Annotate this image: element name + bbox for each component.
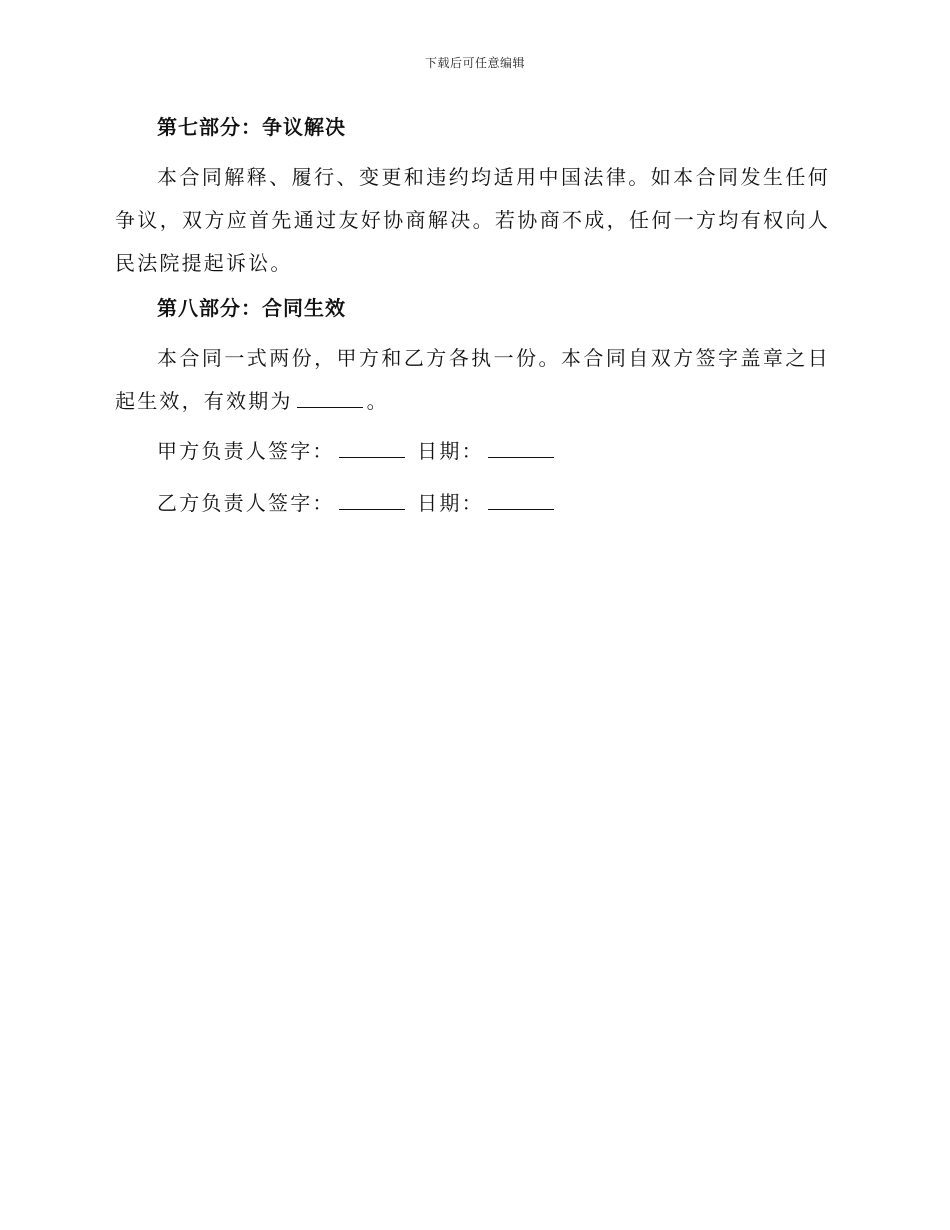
party-b-date-blank[interactable] bbox=[488, 491, 554, 510]
document-body bbox=[115, 110, 830, 535]
validity-period-blank[interactable] bbox=[297, 389, 363, 408]
party-a-signature-label: 甲方负责人签字： bbox=[157, 439, 335, 463]
section-8-heading: 第八部分：合同生效 bbox=[157, 296, 346, 320]
section-7-heading: 第七部分：争议解决 bbox=[157, 115, 346, 139]
party-a-signature-blank[interactable] bbox=[339, 439, 405, 458]
party-b-signature-blank[interactable] bbox=[339, 491, 405, 510]
section-8-paragraph bbox=[115, 337, 830, 423]
page-header: 下载后可任意编辑 bbox=[424, 56, 525, 70]
section-7-paragraph: 本合同解释、履行、变更和违约均适用中国法律。如本合同发生任何争议，双方应首先通过友好协商解决。若协商不成，任何一方均有权向人民法院提起诉讼。 bbox=[115, 165, 830, 275]
party-a-date-label: 日期： bbox=[417, 439, 484, 463]
party-b-date-label: 日期： bbox=[417, 491, 484, 515]
party-b-signature-line bbox=[115, 483, 830, 523]
party-a-date-blank[interactable] bbox=[488, 439, 554, 458]
section-8-text-end: 。 bbox=[366, 389, 389, 413]
section-8-text: 本合同一式两份，甲方和乙方各执一份。本合同自双方签字盖章之日起生效，有效期为 bbox=[115, 346, 830, 413]
party-b-signature-label: 乙方负责人签字： bbox=[157, 491, 335, 515]
party-a-signature-line bbox=[115, 431, 830, 471]
